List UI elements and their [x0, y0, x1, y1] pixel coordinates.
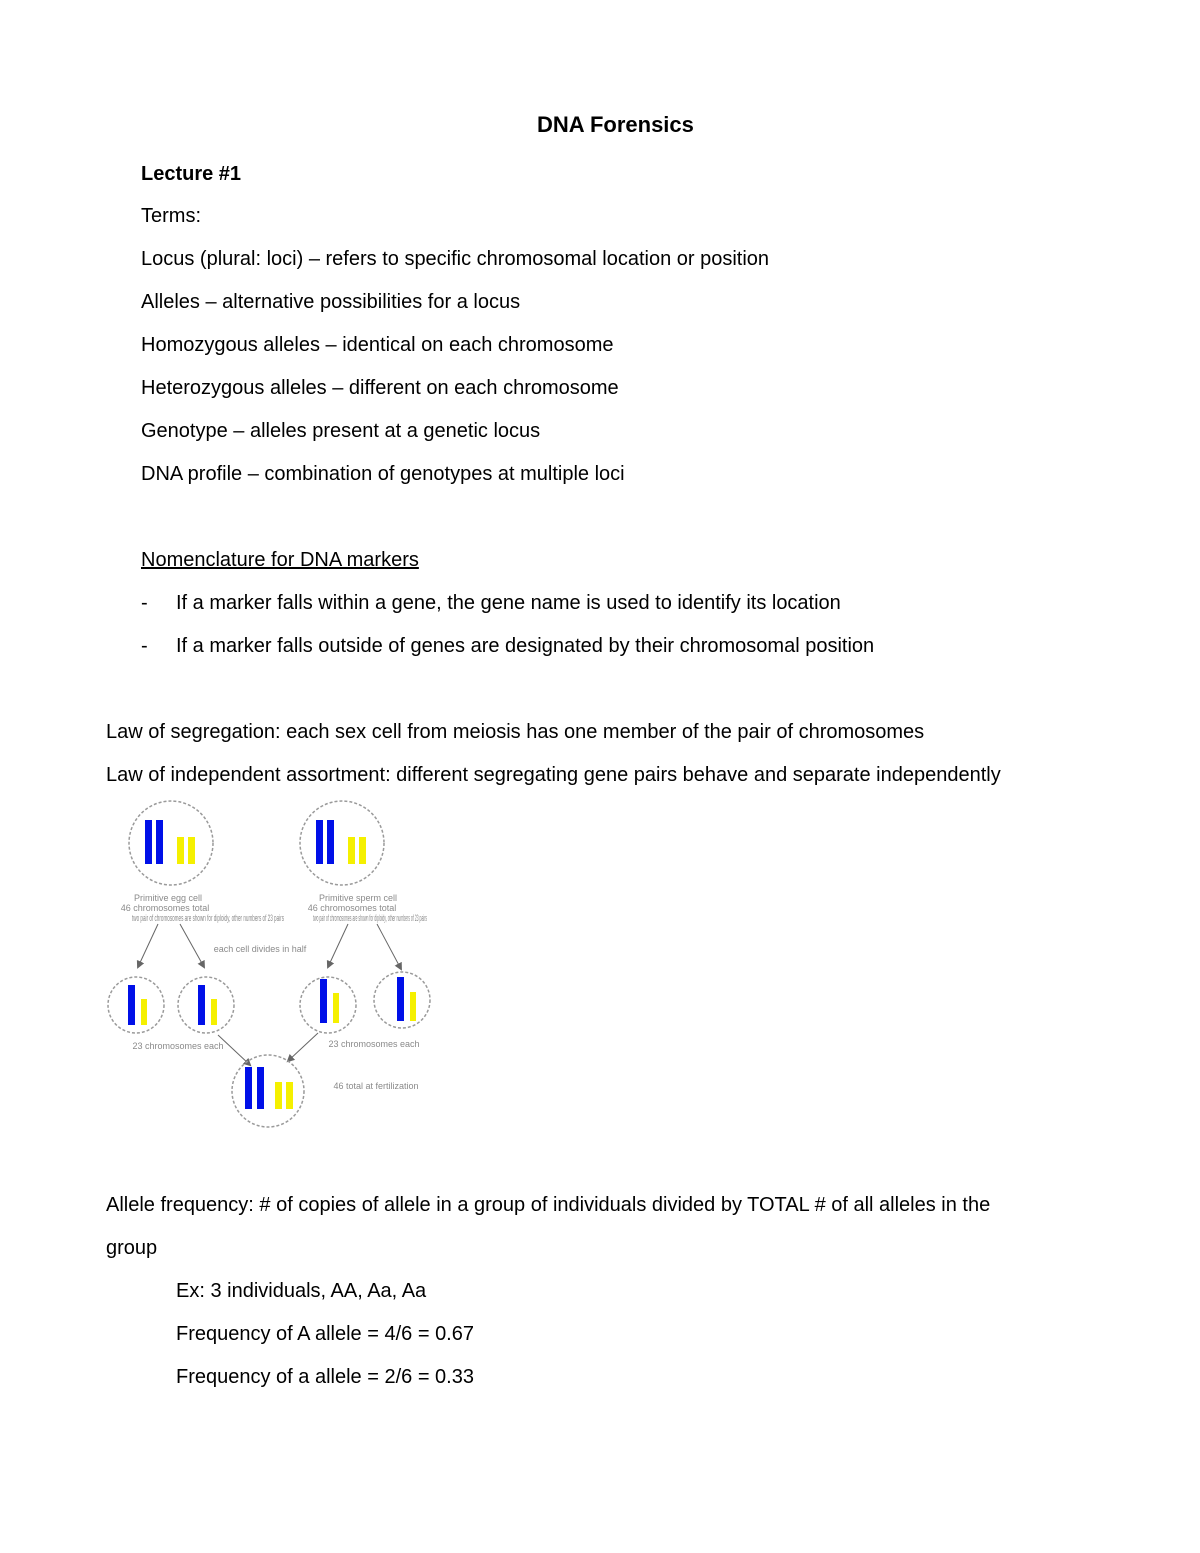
egg-label-line: two pair of chromosomes are shown for diploidy, other numbers of 23 pairs: [132, 913, 285, 923]
term-alleles: Alleles – alternative possibilities for a locus: [141, 291, 521, 313]
bullet-text: If a marker falls within a gene, the gene name is used to identify its location: [176, 592, 841, 614]
law-of-independent-assortment: Law of independent assortment: different segregating gene pairs behave and separate independently: [106, 764, 1001, 786]
egg-label-line: Primitive egg cell: [133, 893, 203, 903]
allele-example: Ex: 3 individuals, AA, Aa, Aa: [176, 1280, 427, 1302]
bullet-text: If a marker falls outside of genes are designated by their chromosomal position: [176, 635, 875, 657]
sperm-label-line: Primitive sperm cell: [318, 893, 398, 903]
nomenclature-heading: Nomenclature for DNA markers: [141, 549, 419, 571]
primitive-sperm-cell: [300, 801, 384, 885]
law-of-segregation: Law of segregation: each sex cell from meiosis has one member of the pair of chromosomes: [106, 721, 925, 743]
frequency-A: Frequency of A allele = 4/6 = 0.67: [176, 1323, 474, 1345]
egg-daughter-cell: [108, 977, 164, 1033]
term-dna-profile: DNA profile – combination of genotypes at multiple loci: [141, 463, 625, 485]
sperm-label-line: 46 chromosomes total: [307, 903, 397, 913]
term-genotype: Genotype – alleles present at a genetic locus: [141, 420, 541, 442]
fertilization-label: 46 total at fertilization: [333, 1081, 419, 1091]
term-homozygous: Homozygous alleles – identical on each chromosome: [141, 334, 614, 356]
allele-frequency-definition: Allele frequency: # of copies of allele in a group of individuals divided by TOTAL # of all alleles in the: [106, 1194, 991, 1216]
egg-label-line: 46 chromosomes total: [120, 903, 210, 913]
fertilized-cell: [232, 1055, 304, 1127]
sperm-daughter-cell: [374, 972, 430, 1028]
sperm-daughter-cell: [300, 977, 356, 1033]
bullet-dash: -: [141, 635, 148, 657]
allele-frequency-definition-cont: group: [106, 1237, 158, 1259]
sperm-label-line: two pair of chromosomes are shown for diploidy, other numbers of 23 pairs: [313, 913, 428, 923]
left-each-label: 23 chromosomes each: [132, 1041, 224, 1051]
egg-daughter-cell: [178, 977, 234, 1033]
term-locus: Locus (plural: loci) – refers to specific chromosomal location or position: [141, 248, 770, 270]
divide-label: each cell divides in half: [213, 944, 307, 954]
frequency-a: Frequency of a allele = 2/6 = 0.33: [176, 1366, 474, 1388]
page-title: DNA Forensics: [537, 112, 694, 137]
terms-heading: Terms:: [141, 205, 201, 227]
lecture-heading: Lecture #1: [141, 163, 242, 185]
right-each-label: 23 chromosomes each: [328, 1039, 420, 1049]
meiosis-diagram: [100, 797, 440, 1137]
bullet-dash: -: [141, 592, 148, 614]
term-heterozygous: Heterozygous alleles – different on each chromosome: [141, 377, 619, 399]
primitive-egg-cell: [129, 801, 213, 885]
